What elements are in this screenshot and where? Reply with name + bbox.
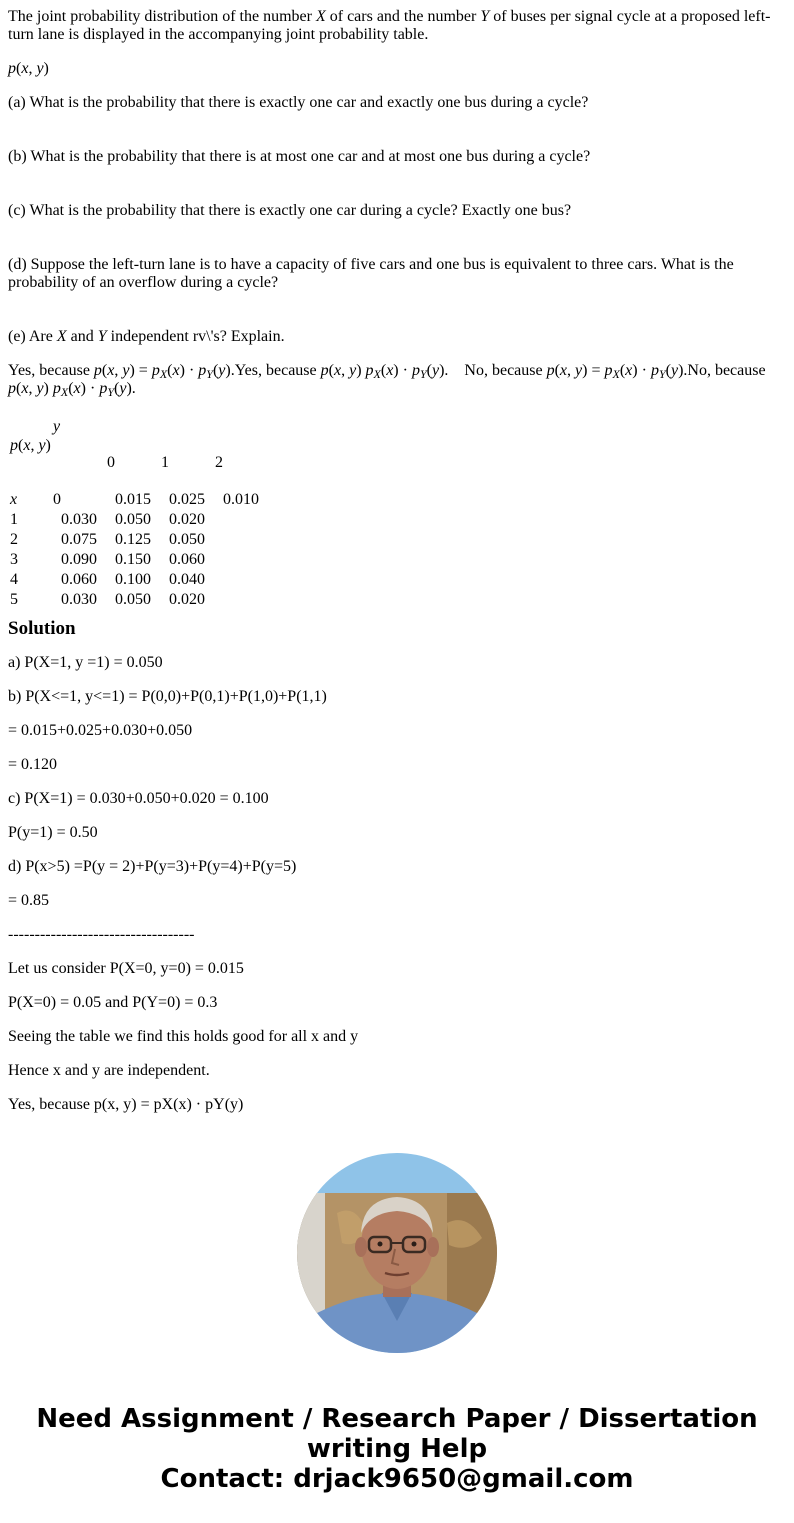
intro-text-2: of cars and the number bbox=[325, 8, 481, 25]
question-d: (d) Suppose the left-turn lane is to have a capacity of five cars and one bus is equivalent to three cars. What is the probability of an overflow during a cycle? bbox=[8, 256, 734, 291]
solution-line: a) P(X=1, y =1) = 0.050 bbox=[8, 654, 163, 671]
solution-line: = 0.85 bbox=[8, 892, 50, 909]
table-cell: 0.050 bbox=[115, 591, 151, 608]
table-x-label: x bbox=[10, 491, 18, 508]
solution-line: = 0.015+0.025+0.030+0.050 bbox=[8, 722, 193, 739]
table-cell: 0.075 bbox=[61, 531, 97, 548]
intro-var-x: X bbox=[315, 8, 326, 25]
table-cell: 0.030 bbox=[61, 591, 97, 608]
footer-contact: Contact: drjack9650@gmail.com bbox=[160, 1464, 634, 1494]
table-row-label: 4 bbox=[10, 571, 18, 588]
joint-probability-table bbox=[8, 406, 786, 608]
table-col-header: 1 bbox=[161, 454, 169, 471]
author-photo bbox=[297, 1153, 497, 1353]
question-a: (a) What is the probability that there is exactly one car and exactly one bus during a cycle? bbox=[8, 94, 589, 111]
table-row-label: 1 bbox=[10, 511, 18, 528]
table-y-label: y bbox=[53, 418, 61, 435]
option-text: .No, because bbox=[683, 362, 766, 379]
footer-line-1: Need Assignment / Research Paper / Dissertation bbox=[36, 1404, 758, 1434]
promo-footer bbox=[0, 1404, 794, 1494]
table-cell: 0.010 bbox=[223, 491, 259, 508]
solution-line: c) P(X=1) = 0.030+0.050+0.020 = 0.100 bbox=[8, 790, 269, 807]
intro-paragraph bbox=[8, 8, 786, 44]
table-cell: 0.050 bbox=[169, 531, 205, 548]
table-row-label: 3 bbox=[10, 551, 18, 568]
table-col-header: 2 bbox=[215, 454, 223, 471]
solution-line: Seeing the table we find this holds good for all x and y bbox=[8, 1028, 359, 1045]
intro-var-y: Y bbox=[480, 8, 490, 25]
table-cell: 0.030 bbox=[61, 511, 97, 528]
solution-line: P(X=0) = 0.05 and P(Y=0) = 0.3 bbox=[8, 994, 218, 1011]
table-cell: 0.050 bbox=[115, 511, 151, 528]
table-cell: 0.025 bbox=[169, 491, 205, 508]
option-text: .Yes, because bbox=[230, 362, 321, 379]
question-c: (c) What is the probability that there is exactly one car during a cycle? Exactly one bus? bbox=[8, 202, 572, 219]
solution-line: d) P(x>5) =P(y = 2)+P(y=3)+P(y=4)+P(y=5) bbox=[8, 858, 297, 875]
solution-line: b) P(X<=1, y<=1) = P(0,0)+P(0,1)+P(1,0)+P(1,1) bbox=[8, 688, 327, 705]
table-pxy-label: p(x, y) bbox=[10, 437, 51, 454]
question-e: (e) Are X and Y independent rv\'s? Explain. bbox=[8, 328, 285, 345]
solution-line: Hence x and y are independent. bbox=[8, 1062, 210, 1079]
solution-line: = 0.120 bbox=[8, 756, 58, 773]
table-cell: 0.020 bbox=[169, 591, 205, 608]
table-cell: 0.100 bbox=[115, 571, 151, 588]
solution-divider: ----------------------------------- bbox=[8, 926, 195, 943]
author-photo-icon bbox=[297, 1153, 497, 1353]
table-col-header: 0 bbox=[107, 454, 115, 471]
solution-line: P(y=1) = 0.50 bbox=[8, 824, 98, 841]
question-content bbox=[0, 8, 794, 1114]
table-cell: 0.020 bbox=[169, 511, 205, 528]
option-text: Yes, because bbox=[8, 362, 94, 379]
table-row-label: 2 bbox=[10, 531, 18, 548]
question-b: (b) What is the probability that there is at most one car and at most one bus during a cycle? bbox=[8, 148, 591, 165]
intro-text-1: The joint probability distribution of the number bbox=[8, 8, 316, 25]
intro-text-3: of buses per signal cycle at a proposed left-turn lane is displayed in the accompanying joint probability table. bbox=[8, 8, 771, 43]
solution-line: Yes, because p(x, y) = pX(x) · pY(y) bbox=[8, 1096, 244, 1113]
solution-heading: Solution bbox=[8, 618, 76, 639]
table-cell: 0.040 bbox=[169, 571, 205, 588]
option-text: No, because bbox=[464, 362, 547, 379]
table-cell: 0.060 bbox=[169, 551, 205, 568]
answer-options: Yes, because p(x, $y) = p_X(x) \cdot p_Y(y).Yes$, because p(x, y) $p_X(x) \cdot p_Y(y)$. No, because p(x, $y) = p_X(x) \cdot p_Y(y).No$, because p(x, y) $p_X(x) \cdot p_Y(y)$. bbox=[8, 362, 766, 399]
table-row-label: 0 bbox=[53, 491, 61, 508]
solution-lines bbox=[8, 654, 786, 1114]
table-row-label: 5 bbox=[10, 591, 18, 608]
table-cell: 0.150 bbox=[115, 551, 151, 568]
table-cell: 0.090 bbox=[61, 551, 97, 568]
table-cell: 0.015 bbox=[115, 491, 151, 508]
footer-line-2: writing Help bbox=[306, 1434, 488, 1464]
table-cell: 0.060 bbox=[61, 571, 97, 588]
solution-line: Let us consider P(X=0, y=0) = 0.015 bbox=[8, 960, 244, 977]
pxy-label: p(x, y) bbox=[8, 60, 49, 77]
table-cell: 0.125 bbox=[115, 531, 151, 548]
